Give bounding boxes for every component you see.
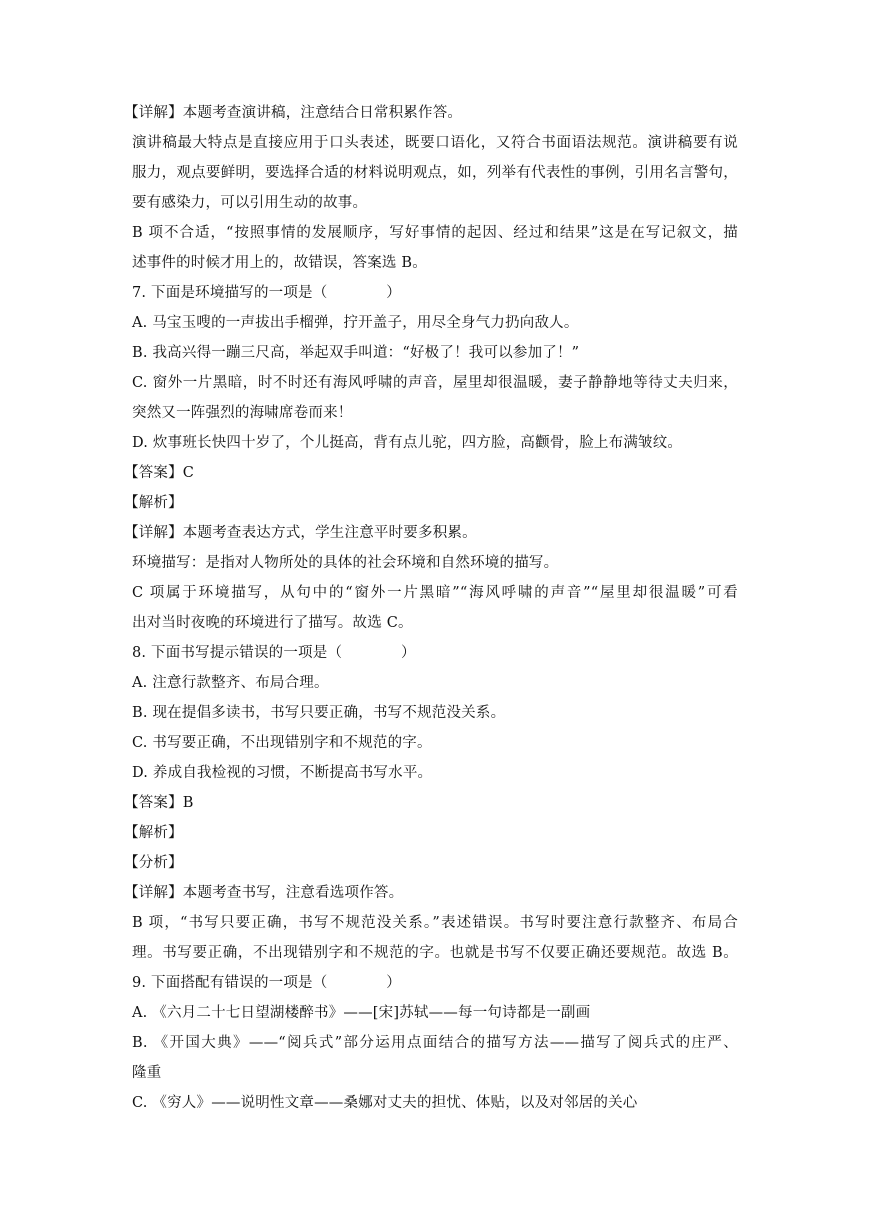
- text-line: 【详解】本题考查书写，注意看选项作答。: [124, 885, 404, 901]
- text-line: 隆重: [132, 1065, 162, 1081]
- text-line: 述事件的时候才用上的，故错误，答案选 B。: [132, 255, 427, 271]
- option-c: C. 书写要正确，不出现错别字和不规范的字。: [132, 735, 432, 751]
- text-line: C 项属于环境描写，从句中的“窗外一片黑暗”“海风呼啸的声音”“屋里却很温暖”可看: [132, 585, 738, 601]
- answer-label: 【答案】B: [124, 795, 194, 811]
- option-d: D. 养成自我检视的习惯，不断提高书写水平。: [132, 765, 433, 781]
- option-c: C. 《穷人》——说明性文章——桑娜对丈夫的担忧、体贴，以及对邻居的关心: [132, 1095, 638, 1111]
- question-9: 9. 下面搭配有错误的一项是（ ）: [132, 975, 401, 991]
- text-line: 【详解】本题考查表达方式，学生注意平时要多积累。: [124, 525, 477, 541]
- text-line: 要有感染力，可以引用生动的故事。: [132, 195, 368, 211]
- text-line: 出对当时夜晚的环境进行了描写。故选 C。: [132, 615, 413, 631]
- option-a: A. 《六月二十七日望湖楼醉书》——[宋]苏轼——每一句诗都是一副画: [132, 1005, 591, 1021]
- question-7: 7. 下面是环境描写的一项是（ ）: [132, 285, 401, 301]
- text-line: 演讲稿最大特点是直接应用于口头表述，既要口语化，又符合书面语法规范。演讲稿要有说: [132, 135, 738, 151]
- text-line: 突然又一阵强烈的海啸席卷而来！: [132, 405, 353, 421]
- option-b: B. 《开国大典》——“阅兵式”部分运用点面结合的描写方法——描写了阅兵式的庄严、: [132, 1035, 738, 1051]
- analysis-label: 【解析】: [124, 495, 183, 511]
- text-line: B 项不合适，“按照事情的发展顺序，写好事情的起因、经过和结果”这是在写记叙文，描: [132, 225, 738, 241]
- question-8: 8. 下面书写提示错误的一项是（ ）: [132, 645, 416, 661]
- option-b: B. 现在提倡多读书，书写只要正确，书写不规范没关系。: [132, 705, 506, 721]
- answer-label: 【答案】C: [124, 465, 195, 481]
- option-b: B. 我高兴得一蹦三尺高，举起双手叫道：“好极了！我可以参加了！”: [132, 345, 580, 361]
- option-a: A. 注意行款整齐、布局合理。: [132, 675, 329, 691]
- text-line: 服力，观点要鲜明，要选择合适的材料说明观点，如，列举有代表性的事例，引用名言警句，: [132, 165, 738, 181]
- option-d: D. 炊事班长快四十岁了，个儿挺高，背有点儿驼，四方脸，高颧骨，脸上布满皱纹。: [132, 435, 683, 451]
- text-line: 环境描写：是指对人物所处的具体的社会环境和自然环境的描写。: [132, 555, 559, 571]
- option-c: C. 窗外一片黑暗，时不时还有海风呼啸的声音，屋里却很温暖，妻子静静地等待丈夫归来，: [132, 375, 738, 391]
- analysis-sub-label: 【分析】: [124, 855, 183, 871]
- analysis-label: 【解析】: [124, 825, 183, 841]
- text-line: B 项，“书写只要正确，书写不规范没关系。”表述错误。书写时要注意行款整齐、布局合: [132, 915, 738, 931]
- option-a: A. 马宝玉嗖的一声拔出手榴弹，拧开盖子，用尽全身气力扔向敌人。: [132, 315, 579, 331]
- text-line: 【详解】本题考查演讲稿，注意结合日常积累作答。: [124, 105, 463, 121]
- text-line: 理。书写要正确，不出现错别字和不规范的字。也就是书写不仅要正确还要规范。故选 B。: [132, 945, 738, 961]
